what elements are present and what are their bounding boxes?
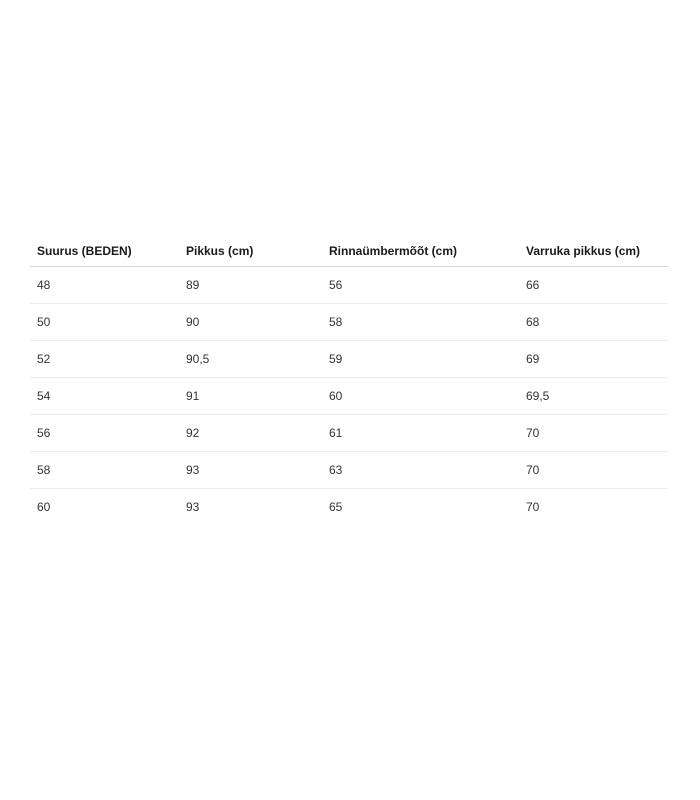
cell-size: 54	[30, 378, 179, 415]
table-row	[30, 415, 668, 452]
cell-sleeve-length: 70	[526, 500, 540, 514]
size-chart-table	[30, 236, 668, 525]
table-row	[30, 452, 668, 489]
cell-chest: 58	[322, 304, 519, 341]
cell-sleeve-length: 69,5	[519, 378, 668, 415]
table-row	[30, 489, 668, 526]
cell-size: 52	[30, 341, 179, 378]
cell-sleeve-length: 68	[519, 304, 668, 341]
header-length: Pikkus (cm)	[179, 236, 322, 267]
cell-sleeve-length: 70	[519, 452, 668, 489]
header-chest: Rinnaümbermõõt (cm)	[322, 236, 519, 267]
table-row	[30, 267, 668, 304]
cell-length: 91	[179, 378, 322, 415]
cell-chest: 61	[322, 415, 519, 452]
cell-length: 92	[179, 415, 322, 452]
cell-chest: 60	[322, 378, 519, 415]
header-row	[30, 236, 668, 267]
cell-length: 93	[179, 452, 322, 489]
cell-length: 89	[179, 267, 322, 304]
cell-length: 90	[179, 304, 322, 341]
cell-length: 93	[186, 500, 200, 514]
cell-chest: 59	[322, 341, 519, 378]
cell-size: 56	[30, 415, 179, 452]
table-row	[30, 304, 668, 341]
cell-size: 50	[30, 304, 179, 341]
cell-sleeve-length: 66	[519, 267, 668, 304]
cell-sleeve-length: 69	[519, 341, 668, 378]
cell-chest: 65	[329, 500, 343, 514]
cell-chest: 63	[322, 452, 519, 489]
cell-size: 58	[30, 452, 179, 489]
table-header	[30, 236, 668, 267]
cell-chest: 56	[322, 267, 519, 304]
cell-sleeve-length: 70	[519, 415, 668, 452]
header-size: Suurus (BEDEN)	[30, 236, 179, 267]
cell-length: 90,5	[179, 341, 322, 378]
table-row	[30, 341, 668, 378]
cell-size: 48	[30, 267, 179, 304]
cell-size: 60	[37, 500, 51, 514]
table-body	[30, 267, 668, 526]
header-sleeve-length: Varruka pikkus (cm)	[519, 236, 668, 267]
table-row	[30, 378, 668, 415]
